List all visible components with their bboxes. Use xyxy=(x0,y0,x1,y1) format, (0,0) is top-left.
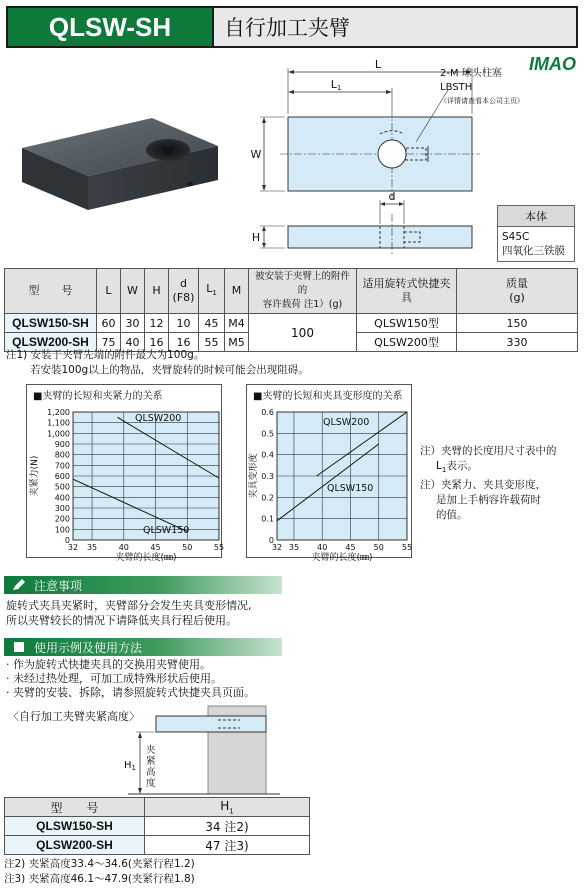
cell-l: 60 xyxy=(97,314,121,333)
table-row xyxy=(5,314,578,333)
usage-header xyxy=(4,638,282,656)
y-tick-label: 500 xyxy=(54,482,70,492)
product-photo xyxy=(20,88,220,218)
cell-m: M4 xyxy=(225,314,249,333)
clamp-height-vlabel: 夹紧高度 xyxy=(146,745,156,789)
cell-l: 75 xyxy=(97,333,121,352)
clamp-height-drawing xyxy=(120,700,280,794)
dim-h-label: H xyxy=(251,231,261,244)
y-axis-label: 夹紧力(N) xyxy=(30,455,40,497)
th-w: W xyxy=(121,269,145,314)
y-tick-label: 0.5 xyxy=(261,429,274,439)
y-tick-label: 0.1 xyxy=(261,514,274,524)
y-tick-label: 300 xyxy=(54,504,70,513)
brand-logo: IMAO xyxy=(529,54,576,74)
usage-title: 使用示例及使用方法 xyxy=(34,640,143,655)
footnote-2: 注2) 夹紧高度33.4～34.6(夹紧行程1.2) xyxy=(4,858,195,870)
h1-header-row xyxy=(5,798,310,817)
block-side-screw xyxy=(187,182,193,186)
dim-w-label: W xyxy=(250,148,262,161)
x-tick-label: 45 xyxy=(150,543,161,552)
y-tick-label: 0 xyxy=(268,536,274,545)
note-1b: 若安装100g以上的物品，夹臂旋转的时候可能会出现阻碍。 xyxy=(30,364,309,376)
y-tick-label: 600 xyxy=(54,472,70,481)
dim-d-label: d xyxy=(388,190,396,203)
cell-h1-model: QLSW150-SH xyxy=(5,817,145,836)
dim-d-arrow-left xyxy=(380,202,385,206)
series-label: QLSW150 xyxy=(143,525,190,536)
x-tick-label: 55 xyxy=(213,543,225,552)
cell-h: 16 xyxy=(145,333,169,352)
th-h: H xyxy=(145,269,169,314)
callout-text-3: （详情请查看本公司主页） xyxy=(440,97,524,105)
caution-header xyxy=(4,576,282,594)
side-notes xyxy=(420,444,580,523)
note-1a: 注1) 安装于夹臂先端的附件最大为100g。 xyxy=(6,349,205,361)
footnote-3: 注3) 夹紧高度46.1～47.9(夹紧行程1.8) xyxy=(4,873,195,885)
cell-d: 10 xyxy=(169,314,199,333)
cell-clamp: QLSW200型 xyxy=(357,333,457,352)
material-title: 本体 xyxy=(498,206,574,227)
cell-w: 40 xyxy=(121,333,145,352)
y-tick-label: 0.2 xyxy=(261,493,274,503)
cell-load: 100 xyxy=(249,314,357,352)
y-tick-label: 100 xyxy=(54,525,70,535)
th-mass: 质量 (g) xyxy=(457,269,578,314)
side-note-a1: 注）夹臂的长度用尺寸表中的 xyxy=(420,445,557,457)
cell-l1: 45 xyxy=(199,314,225,333)
cell-mass: 330 xyxy=(457,333,578,352)
y-tick-label: 0 xyxy=(64,536,70,545)
cell-h1-value: 47 注3) xyxy=(145,836,310,855)
product-name: 自行加工夹臂 xyxy=(214,8,576,46)
block-bore-hole xyxy=(146,139,190,161)
pen-icon xyxy=(12,579,26,591)
y-tick-label: 0.6 xyxy=(261,408,274,417)
caution-title: 注意事项 xyxy=(34,578,83,593)
cell-clamp: QLSW150型 xyxy=(357,314,457,333)
usage-line-1: · 作为旋转式快捷夹具的交换用夹臂使用。 xyxy=(6,658,211,671)
cell-l1: 55 xyxy=(199,333,225,352)
y-tick-label: 0.3 xyxy=(261,472,274,481)
chart-deformation-svg xyxy=(247,385,413,563)
y-tick-label: 0.4 xyxy=(261,450,274,460)
material-line-1: S45C xyxy=(502,231,530,243)
th-m: M xyxy=(225,269,249,314)
table-row xyxy=(5,817,310,836)
y-tick-label: 900 xyxy=(54,440,70,449)
dim-l1-arrow-left xyxy=(288,90,294,94)
h1-table xyxy=(4,797,310,855)
cell-mass: 150 xyxy=(457,314,578,333)
th-clamp: 适用旋转式快捷夹具 xyxy=(357,269,457,314)
callout-text-2: LBSTH xyxy=(440,82,473,93)
x-tick-label: 32 xyxy=(271,543,283,552)
dim-h-arrow-top xyxy=(262,226,266,231)
x-tick-label: 50 xyxy=(373,543,384,552)
x-tick-label: 50 xyxy=(182,543,193,552)
dim-w-arrow-bottom xyxy=(262,185,266,191)
x-tick-label: 40 xyxy=(317,543,328,552)
spec-table xyxy=(4,268,578,352)
x-tick-label: 40 xyxy=(118,543,129,552)
y-tick-label: 200 xyxy=(54,514,70,524)
th-load: 被安装于夹臂上的附件的 容许载荷 注1）(g) xyxy=(249,269,357,314)
cell-d: 16 xyxy=(169,333,199,352)
y-tick-label: 800 xyxy=(54,450,70,460)
cell-h: 12 xyxy=(145,314,169,333)
bookmark-icon xyxy=(12,641,26,653)
chart-clamp-force xyxy=(26,384,225,563)
y-tick-label: 1,100 xyxy=(47,418,70,428)
dim-l-arrow-left xyxy=(288,70,294,74)
clamp-dim-arrow-top xyxy=(138,732,142,738)
chart-title: ■夹臂的长短和夹具变形度的关系 xyxy=(253,391,403,402)
x-axis-label: 夹臂的长度(㎜) xyxy=(115,553,177,563)
dim-d-arrow-right xyxy=(399,202,404,206)
x-tick-label: 35 xyxy=(86,543,98,552)
series-label: QLSW200 xyxy=(135,413,182,424)
page-header xyxy=(6,6,578,48)
th-h1: $H_1$ xyxy=(145,798,310,817)
caution-line-1: 旋转式夹具夹紧时，夹臂部分会发生夹具变形情况, xyxy=(6,599,252,612)
x-tick-label: 45 xyxy=(345,543,356,552)
cell-h1-model: QLSW200-SH xyxy=(5,836,145,855)
dim-l1-label: L1 xyxy=(330,78,342,92)
chart-title: ■夹臂的长短和夹紧力的关系 xyxy=(33,391,163,402)
material-line-2: 四氧化三铁膜 xyxy=(502,245,565,257)
x-axis-label: 夹臂的长度(㎜) xyxy=(311,553,373,563)
y-tick-label: 1,200 xyxy=(47,408,70,417)
top-view-bore xyxy=(378,140,406,168)
y-axis-label: 夹具变形度 xyxy=(249,453,259,499)
clamp-height-caption: 〈自行加工夹臂夹紧高度〉 xyxy=(8,710,140,723)
series-label: QLSW150 xyxy=(327,483,374,494)
material-box xyxy=(497,205,575,262)
clamp-dim-label: $H_1$ xyxy=(124,760,136,772)
dim-l1-arrow-right xyxy=(386,90,392,94)
x-tick-label: 35 xyxy=(288,543,300,552)
x-tick-label: 32 xyxy=(67,543,79,552)
th-d: d (F8) xyxy=(169,269,199,314)
clamp-dim-arrow-bottom xyxy=(138,788,142,794)
cell-m: M5 xyxy=(225,333,249,352)
side-note-a2: $L_1$表示。 xyxy=(436,460,478,475)
series-label: QLSW200 xyxy=(323,417,370,428)
y-tick-label: 400 xyxy=(54,493,70,503)
th-l1: $L_1$ xyxy=(199,269,225,314)
clamp-arm xyxy=(156,716,266,732)
side-note-b1: 注）夹紧力、夹具变形度， xyxy=(420,479,546,492)
x-tick-label: 55 xyxy=(401,543,413,552)
side-note-b3: 的值。 xyxy=(436,509,468,522)
y-tick-label: 700 xyxy=(54,461,70,471)
cell-h1-value: 34 注2) xyxy=(145,817,310,836)
usage-line-2: · 未经过热处理，可加工成特殊形状后使用。 xyxy=(6,672,222,685)
chart-clamp-force-svg xyxy=(27,385,225,563)
th-model: 型 号 xyxy=(5,269,97,314)
caution-line-2: 所以夹臂较长的情况下请降低夹具行程后使用。 xyxy=(6,614,237,627)
side-note-b2: 是加上手柄容许载荷时 xyxy=(436,494,541,507)
callout-text-1: 2-M 球头柱塞 xyxy=(440,68,502,79)
y-tick-label: 1,000 xyxy=(47,429,70,439)
dim-h-arrow-bottom xyxy=(262,243,266,248)
product-code: QLSW-SH xyxy=(8,8,214,46)
table-row xyxy=(5,836,310,855)
chart-deformation xyxy=(246,384,413,563)
cell-model: QLSW200-SH xyxy=(5,333,97,352)
dim-w-arrow-top xyxy=(262,117,266,123)
cell-w: 30 xyxy=(121,314,145,333)
th-h1-model: 型 号 xyxy=(5,798,145,817)
cell-model: QLSW150-SH xyxy=(5,314,97,333)
th-l: L xyxy=(97,269,121,314)
usage-line-3: · 夹臂的安装、拆除，请参照旋转式快捷夹具页面。 xyxy=(6,686,255,699)
dim-l-label: L xyxy=(374,58,382,71)
spec-header-row xyxy=(5,269,578,314)
